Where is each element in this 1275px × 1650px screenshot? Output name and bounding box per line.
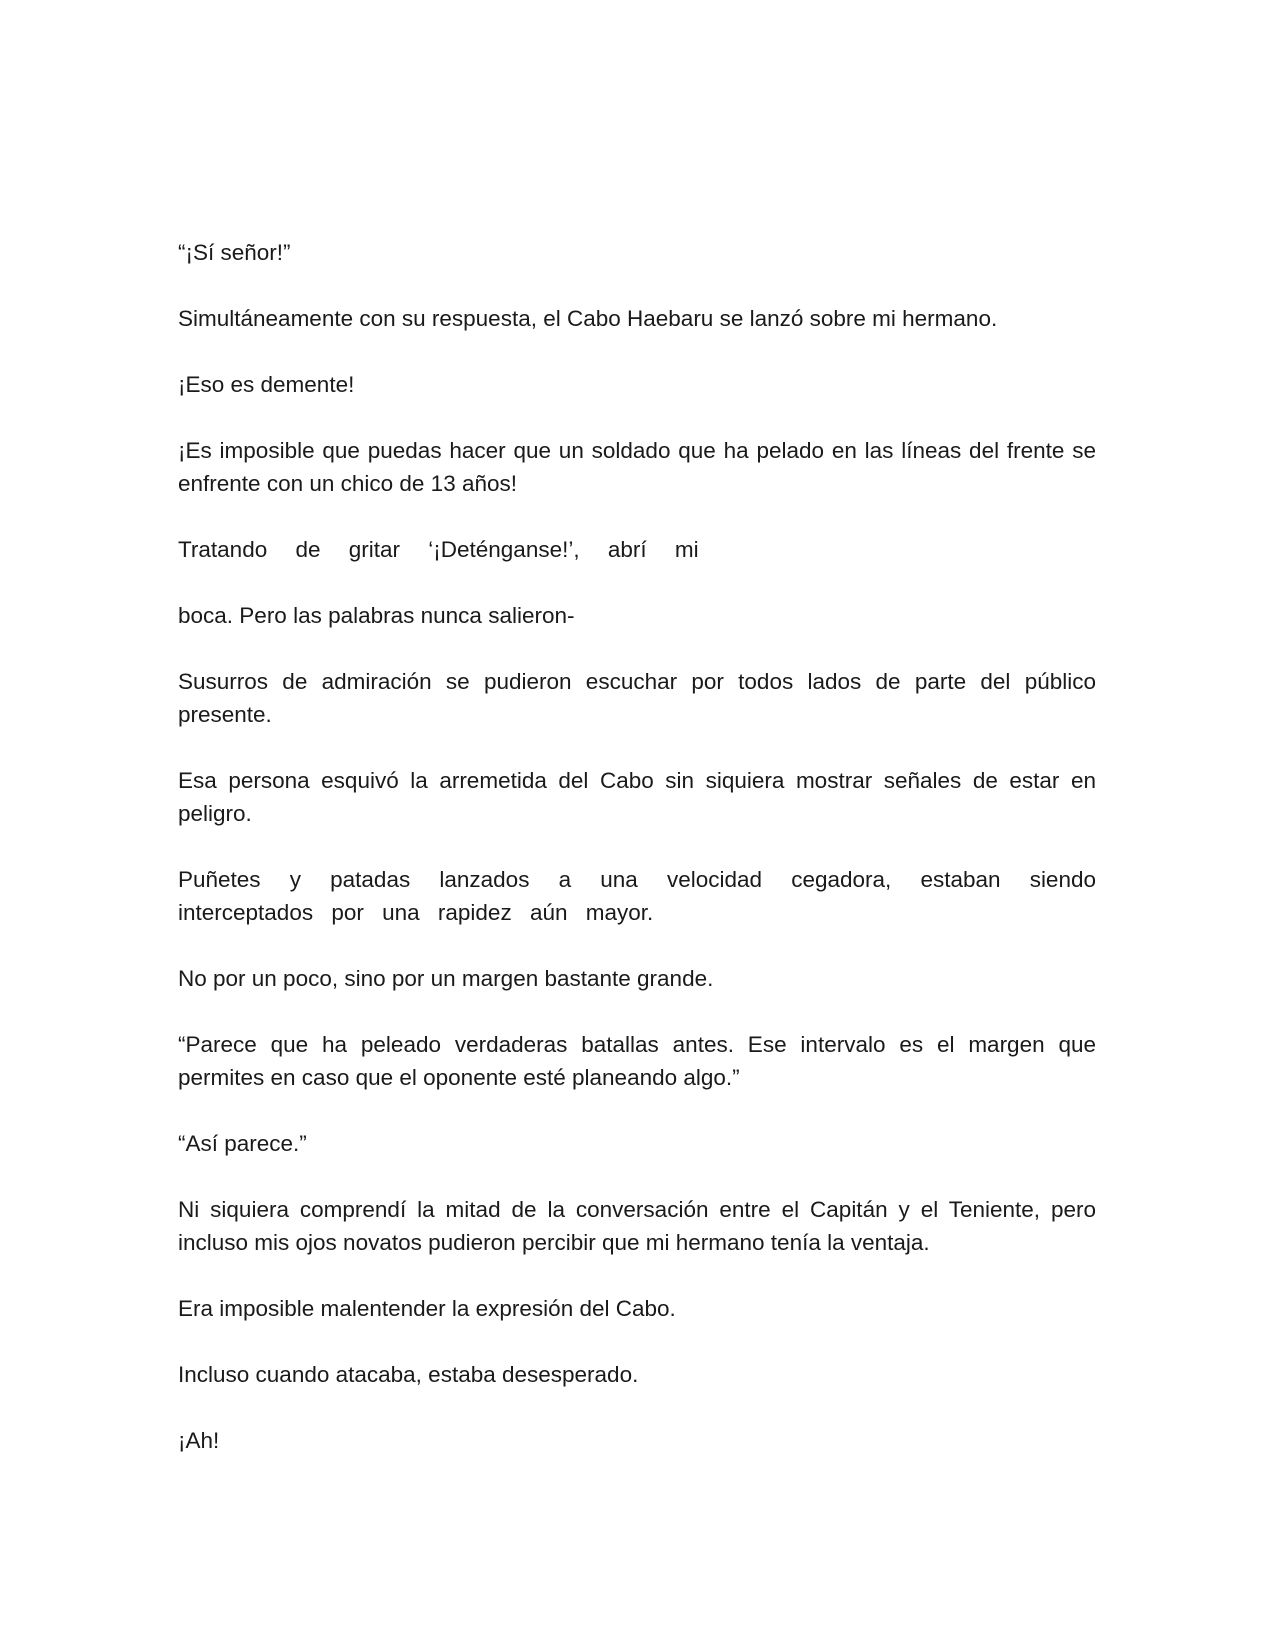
paragraph: Esa persona esquivó la arremetida del Cabo sin siquiera mostrar señales de estar en peligro. [178, 768, 1096, 826]
paragraph: boca. Pero las palabras nunca salieron- [178, 603, 575, 628]
paragraph: ¡Eso es demente! [178, 372, 355, 397]
paragraph: Simultáneamente con su respuesta, el Cabo Haebaru se lanzó sobre mi hermano. [178, 306, 998, 331]
paragraph: “¡Sí señor!” [178, 240, 291, 265]
paragraph: “Parece que ha peleado verdaderas batallas antes. Ese intervalo es el margen que permites en caso que el oponente esté planeando algo.” [178, 1032, 1096, 1090]
paragraph: ¡Es imposible que puedas hacer que un soldado que ha pelado en las líneas del frente se enfrente con un chico de 13 años! [178, 438, 1096, 496]
paragraph: Incluso cuando atacaba, estaba desesperado. [178, 1362, 639, 1387]
paragraph: Era imposible malentender la expresión del Cabo. [178, 1296, 676, 1321]
paragraph: “Así parece.” [178, 1131, 307, 1156]
paragraph: No por un poco, sino por un margen bastante grande. [178, 966, 714, 991]
paragraph: Puñetes y patadas lanzados a una velocidad cegadora, estaban siendo interceptados por una rapidez aún mayor. [178, 867, 1096, 925]
paragraph: Ni siquiera comprendí la mitad de la conversación entre el Capitán y el Teniente, pero incluso mis ojos novatos pudieron percibir que mi hermano tenía la ventaja. [178, 1197, 1096, 1255]
document-body [178, 236, 1096, 1490]
paragraph: Tratando de gritar ‘¡Deténganse!’, abrí mi [178, 537, 699, 562]
paragraph: Susurros de admiración se pudieron escuchar por todos lados de parte del público presente. [178, 669, 1096, 727]
paragraph: ¡Ah! [178, 1428, 220, 1453]
